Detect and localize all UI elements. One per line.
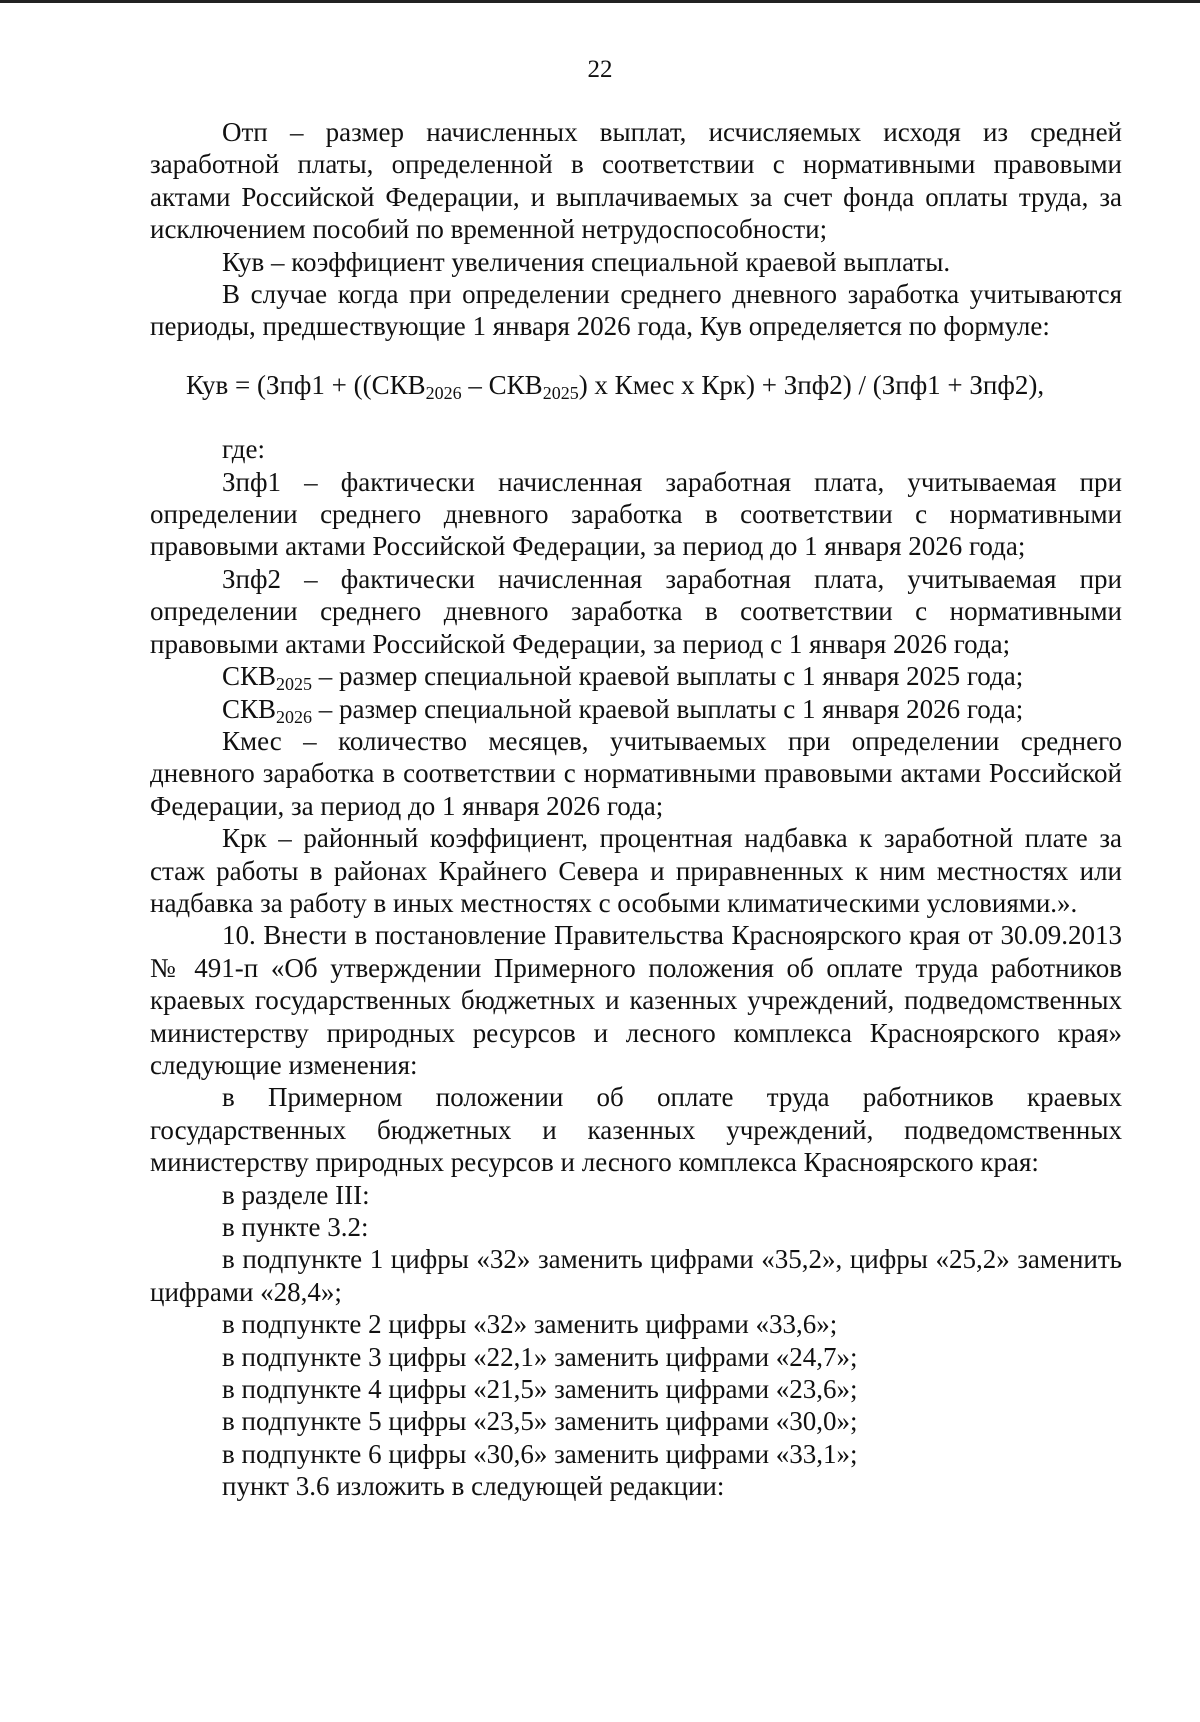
page-number: 22 — [587, 56, 613, 83]
skv2025-prefix: СКВ — [222, 661, 277, 692]
paragraph-subpoint-4: в подпункте 4 цифры «21,5» заменить цифрами «23,6»; — [222, 1374, 858, 1405]
paragraph-zpf2: Зпф2 – фактически начисленная заработная плата, учитываемая при определении среднего дневного заработка в соответствии с нормативными правовыми актами Российской Федерации, за период с 1 января 2026 года; — [150, 563, 1122, 659]
document-body — [150, 116, 1122, 1503]
paragraph-skv2025 — [150, 660, 1122, 695]
paragraph-krk: Крк – районный коэффициент, процентная надбавка к заработной плате за стаж работы в районах Крайнего Севера и приравненных к ним местностях или надбавка за работу в иных местностях с особыми климатическими условиями.». — [150, 823, 1122, 918]
paragraph-section-3: в разделе III: — [222, 1179, 370, 1210]
paragraph-subpoint-5: в подпункте 5 цифры «23,5» заменить цифрами «30,0»; — [222, 1406, 858, 1437]
formula-part3: ) х Кмес х Крк) + Зпф2) / (Зпф1 + Зпф2), — [578, 369, 1045, 400]
paragraph-kmes: Кмес – количество месяцев, учитываемых при определении среднего дневного заработка в соответствии с нормативными правовыми актами Российской Федерации, за период до 1 января 2026 года; — [150, 725, 1122, 821]
paragraph-subpoint-2: в подпункте 2 цифры «32» заменить цифрами «33,6»; — [222, 1309, 838, 1340]
formula — [150, 343, 1122, 427]
paragraph-subpoint-3: в подпункте 3 цифры «22,1» заменить цифрами «24,7»; — [222, 1341, 858, 1372]
skv2025-subscript: 2025 — [276, 674, 313, 695]
paragraph-item-10: 10. Внести в постановление Правительства Красноярского края от 30.09.2013 № 491-п «Об утверждении Примерного положения об оплате труда работников краевых государственных бюджетных и казенных учреждений, подведомственных министерству природных ресурсов и лесного комплекса Красноярского края» следующие изменения: — [150, 920, 1122, 1080]
paragraph-gde: где: — [222, 434, 265, 465]
formula-subscript-2025: 2025 — [542, 382, 579, 403]
paragraph-otp: Отп – размер начисленных выплат, исчисляемых исходя из средней заработной платы, определенной в соответствии с нормативными правовыми актами Российской Федерации, и выплачиваемых за счет фонда оплаты труда, за исключением пособий по временной нетрудоспособности; — [150, 117, 1122, 245]
formula-part2: – СКВ — [461, 369, 543, 400]
formula-subscript-2026: 2026 — [425, 382, 462, 403]
paragraph-subpoint-1: в подпункте 1 цифры «32» заменить цифрами «35,2», цифры «25,2» заменить цифрами «28,4»; — [150, 1244, 1122, 1307]
paragraph-kuv: Кув – коэффициент увеличения специальной краевой выплаты. — [222, 246, 951, 277]
skv2026-text: – размер специальной краевой выплаты с 1 января 2026 года; — [312, 693, 1024, 724]
skv2025-text: – размер специальной краевой выплаты с 1 января 2025 года; — [312, 661, 1024, 692]
paragraph-point-3-6: пункт 3.6 изложить в следующей редакции: — [222, 1471, 725, 1502]
paragraph-subpoint-6: в подпункте 6 цифры «30,6» заменить цифрами «33,1»; — [222, 1438, 858, 1469]
paragraph-case: В случае когда при определении среднего дневного заработка учитываются периоды, предшествующие 1 января 2026 года, Кув определяется по формуле: — [150, 279, 1122, 342]
skv2026-prefix: СКВ — [222, 693, 277, 724]
formula-part1: Кув = (Зпф1 + ((СКВ — [186, 369, 426, 400]
page-top-border — [0, 0, 1200, 3]
paragraph-zpf1: Зпф1 – фактически начисленная заработная плата, учитываемая при определении среднего дневного заработка в соответствии с нормативными правовыми актами Российской Федерации, за период до 1 января 2026 года; — [150, 466, 1122, 562]
skv2026-subscript: 2026 — [276, 706, 313, 727]
paragraph-primernoe-polozhenie: в Примерном положении об оплате труда работников краевых государственных бюджетных и казенных учреждений, подведомственных министерству природных ресурсов и лесного комплекса Красноярского края: — [150, 1082, 1122, 1178]
paragraph-skv2026 — [150, 693, 1122, 725]
paragraph-point-3-2: в пункте 3.2: — [222, 1212, 369, 1242]
